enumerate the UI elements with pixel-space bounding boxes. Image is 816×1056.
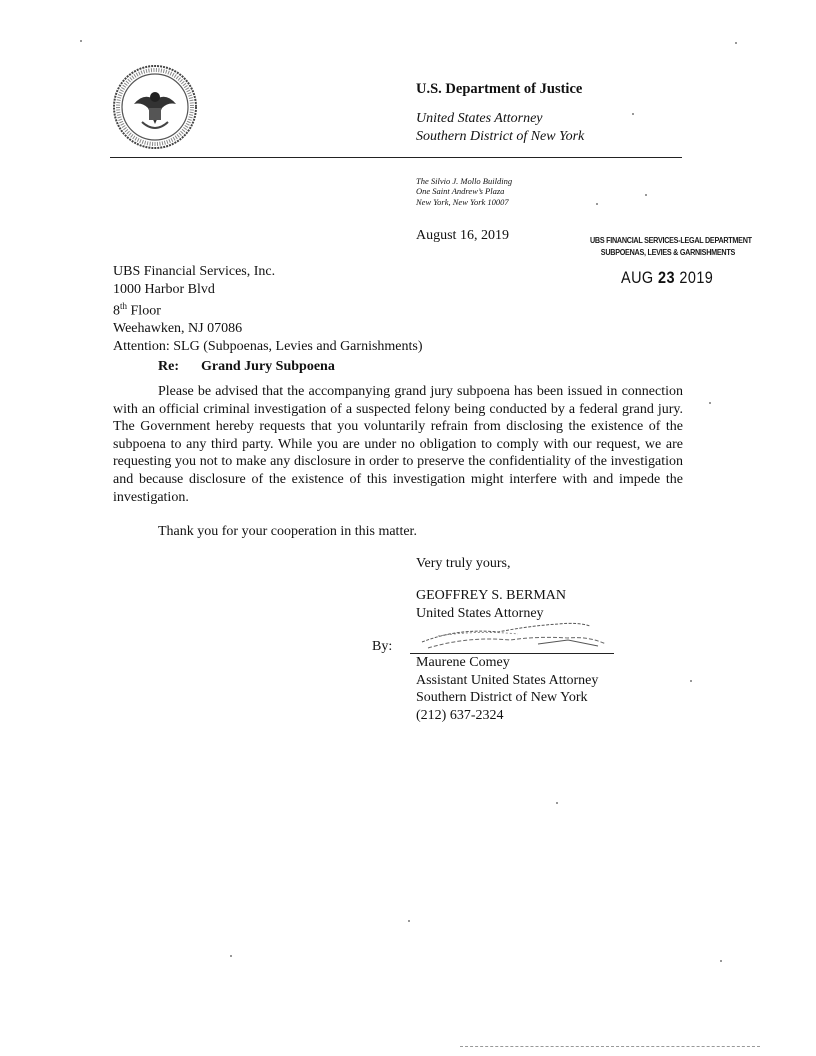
signer-name: Maurene Comey — [416, 655, 510, 670]
scan-speck — [645, 194, 647, 196]
scan-speck — [596, 203, 598, 205]
stamp-date-day: 23 — [658, 268, 675, 287]
scan-artifact-line — [460, 1046, 760, 1047]
scan-speck — [735, 42, 737, 44]
address-line: New York, New York 10007 — [416, 196, 509, 207]
scan-speck — [408, 920, 410, 922]
doj-seal-icon — [112, 64, 198, 150]
stamp-line-1: UBS FINANCIAL SERVICES-LEGAL DEPARTMENT — [590, 236, 752, 245]
subject-label: Re: — [158, 359, 179, 374]
office-title: United States Attorney — [416, 111, 543, 126]
floor-suffix: th — [120, 301, 128, 312]
handwritten-signature — [418, 614, 618, 654]
recipient-name: UBS Financial Services, Inc. — [113, 264, 276, 279]
scan-speck — [80, 40, 82, 42]
recipient-address — [113, 263, 423, 356]
floor-word: Floor — [127, 303, 161, 319]
scan-speck — [709, 402, 711, 404]
subject-text: Grand Jury Subpoena — [201, 359, 335, 374]
thanks-line: Thank you for your cooperation in this matter. — [158, 524, 417, 539]
by-label: By: — [372, 639, 393, 654]
signatory-name: GEOFFREY S. BERMAN — [416, 588, 567, 603]
stamp-date-year: 2019 — [679, 268, 714, 287]
scan-speck — [720, 960, 722, 962]
stamp-date — [621, 268, 713, 288]
scan-speck — [556, 802, 558, 804]
stamp-line-2: SUBPOENAS, LEVIES & GARNISHMENTS — [600, 248, 735, 257]
signer-district: Southern District of New York — [416, 690, 588, 706]
body-paragraph: Please be advised that the accompanying grand jury subpoena has been issued in connection with an official criminal investigation of a suspected felony being conducted by a federal grand jury. The Government hereby requests that you voluntarily refrain from disclosing the existence of the subpoena to any third party. While you are under no obligation to comply with our request, we are requesting you not to make any disclosure in order to preserve the confidentiality of the investigation and because disclosure of the existence of this investigation might interfere with and impede the investigation. — [113, 384, 683, 505]
signatory-title: United States Attorney — [416, 605, 544, 621]
recipient-floor — [113, 298, 423, 320]
signer-phone: (212) 637-2324 — [416, 707, 504, 723]
scan-speck — [690, 680, 692, 682]
letterhead-rule — [110, 157, 682, 158]
scan-speck — [632, 113, 634, 115]
floor-number: 8 — [113, 303, 120, 319]
subject-line — [158, 359, 335, 375]
scan-speck — [230, 955, 232, 957]
stamp-date-month: AUG — [621, 268, 654, 287]
letter-date: August 16, 2019 — [416, 228, 509, 243]
office-address — [416, 176, 512, 207]
recipient-city: Weehawken, NJ 07086 — [113, 321, 243, 337]
address-line: One Saint Andrew’s Plaza — [416, 186, 505, 197]
signer-block — [416, 654, 598, 724]
recipient-street: 1000 Harbor Blvd — [113, 281, 215, 297]
office-district: Southern District of New York — [416, 129, 585, 144]
recipient-attention: Attention: SLG (Subpoenas, Levies and Garnishments) — [113, 339, 423, 355]
signer-title: Assistant United States Attorney — [416, 672, 599, 688]
address-line: The Silvio J. Mollo Building — [416, 176, 513, 186]
office-block — [416, 110, 584, 146]
closing: Very truly yours, — [416, 556, 511, 571]
agency-name: U.S. Department of Justice — [416, 81, 583, 97]
